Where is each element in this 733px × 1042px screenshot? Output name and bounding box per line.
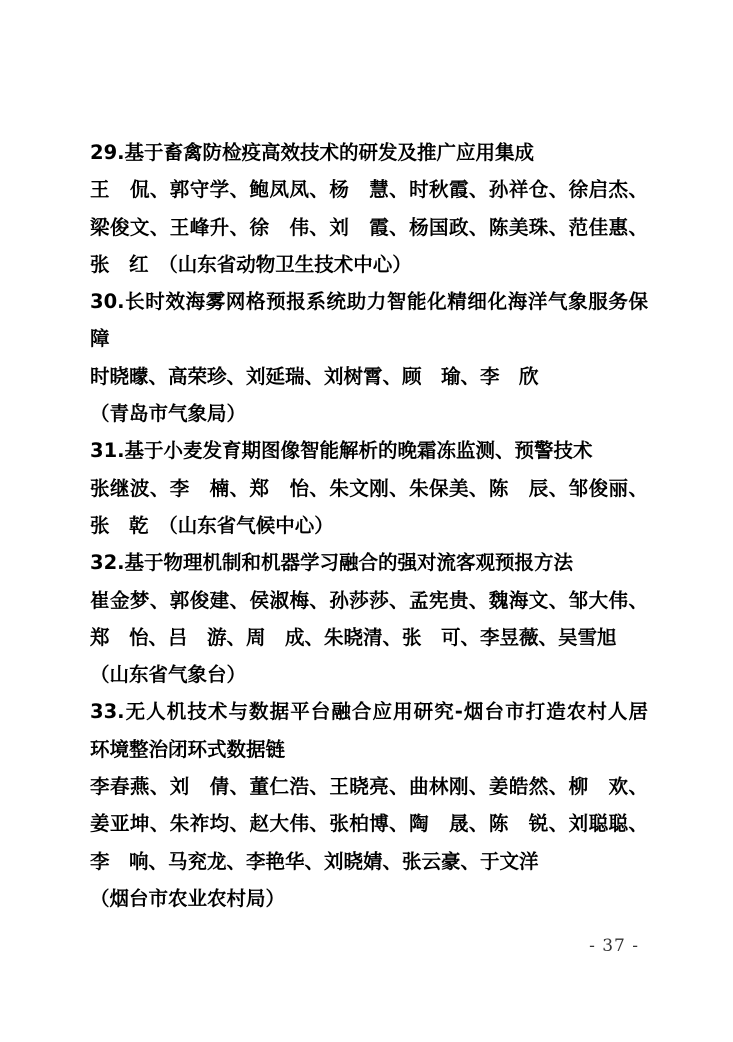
list-item-32 — [90, 544, 648, 693]
list-item-31 — [90, 432, 648, 544]
item-32-organization: （山东省气象台） — [90, 663, 247, 687]
item-32-title: 32.基于物理机制和机器学习融合的强对流客观预报方法 — [90, 551, 574, 575]
item-30-organization: （青岛市气象局） — [90, 402, 247, 426]
item-33-organization: （烟台市农业农村局） — [90, 886, 286, 910]
item-29-authors-organization: 张 红 （山东省动物卫生技术中心） — [90, 252, 412, 276]
item-33-title-line-2: 环境整治闭环式数据链 — [90, 737, 286, 761]
item-33-authors-line-2: 姜亚坤、朱祚均、赵大伟、张柏博、陶 晟、陈 锐、刘聪聪、 — [90, 812, 648, 836]
item-33-title-line-1: 33.无人机技术与数据平台融合应用研究-烟台市打造农村人居 — [90, 700, 648, 724]
item-31-title: 31.基于小麦发育期图像智能解析的晚霜冻监测、预警技术 — [90, 439, 593, 463]
item-29-authors-line-2: 梁俊文、王峰升、徐 伟、刘 霞、杨国政、陈美珠、范佳惠、 — [90, 215, 648, 239]
item-31-authors-organization: 张 乾 （山东省气候中心） — [90, 513, 334, 537]
item-30-title-line-1: 30.长时效海雾网格预报系统助力智能化精细化海洋气象服务保 — [90, 290, 648, 314]
item-30-title-line-2: 障 — [90, 327, 110, 351]
item-33-authors-line-1: 李春燕、刘 倩、董仁浩、王晓亮、曲林刚、姜皓然、柳 欢、 — [90, 775, 648, 799]
item-33-authors-line-3: 李 响、马兖龙、李艳华、刘晓婧、张云豪、于文洋 — [90, 849, 539, 873]
item-31-authors-line-1: 张继波、李 楠、郑 怡、朱文刚、朱保美、陈 辰、邹俊丽、 — [90, 476, 648, 500]
document-content — [90, 134, 648, 917]
item-32-authors-line-1: 崔金梦、郭俊建、侯淑梅、孙莎莎、孟宪贵、魏海文、邹大伟、 — [90, 588, 648, 612]
item-30-authors-line-1: 时晓曚、高荣珍、刘延瑞、刘树霄、顾 瑜、李 欣 — [90, 364, 539, 388]
list-item-30 — [90, 283, 648, 432]
item-29-authors-line-1: 王 侃、郭守学、鲍凤凤、杨 慧、时秋霞、孙祥仓、徐启杰、 — [90, 178, 648, 202]
page-number: - 37 - — [589, 936, 639, 956]
item-32-authors-line-2: 郑 怡、吕 游、周 成、朱晓清、张 可、李昱薇、吴雪旭 — [90, 625, 617, 649]
list-item-33 — [90, 693, 648, 917]
item-29-title: 29.基于畜禽防检疫高效技术的研发及推广应用集成 — [90, 141, 535, 164]
list-item-29 — [90, 134, 648, 283]
